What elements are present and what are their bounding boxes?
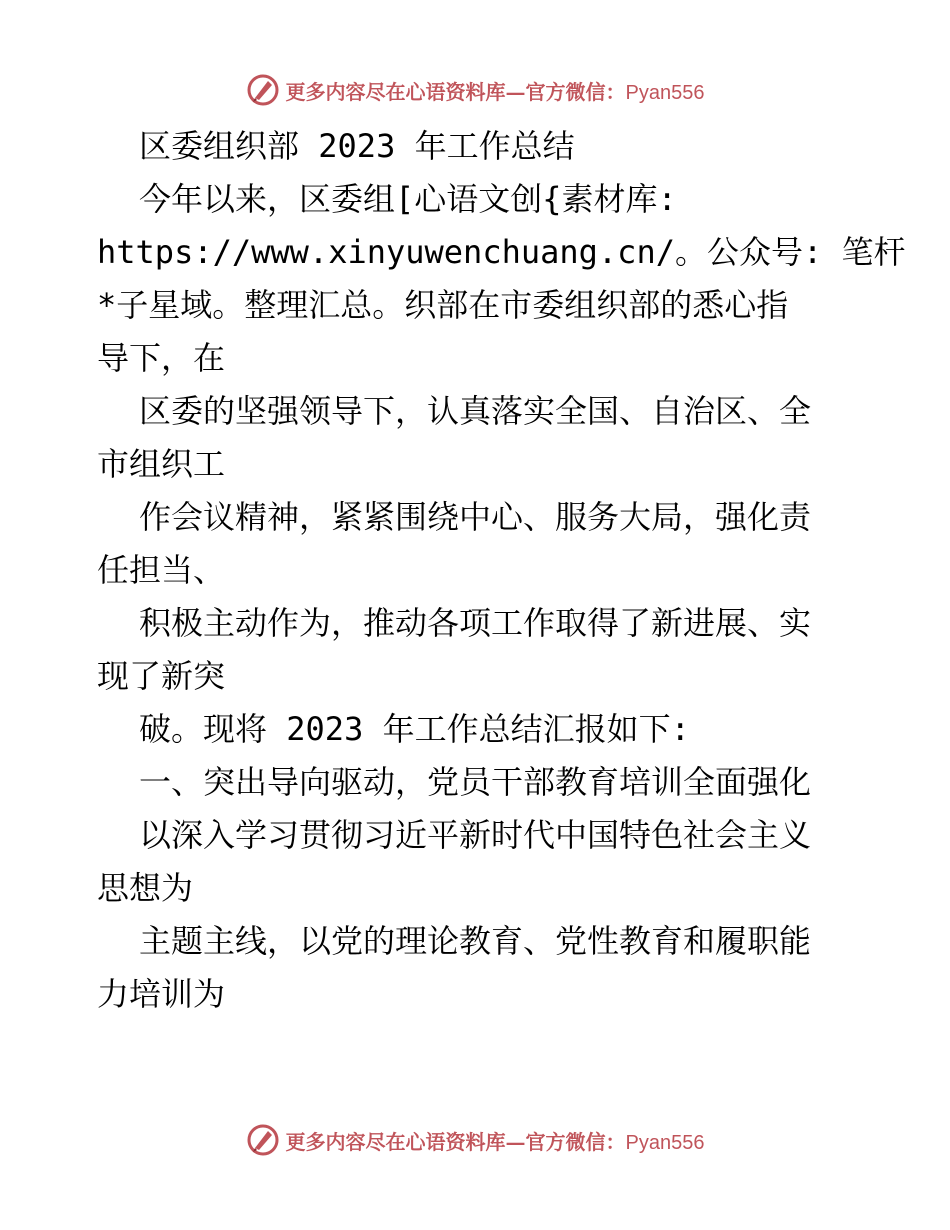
text-line: 作会议精神，紧紧围绕中心、服务大局，强化责 — [139, 498, 812, 536]
text-line: 一、突出导向驱动，党员干部教育培训全面强化 — [139, 763, 812, 801]
quill-pen-logo-icon — [246, 1123, 280, 1157]
text-line: https://www.xinyuwenchuang.cn/。公众号: 笔杆 — [97, 233, 906, 271]
text-line: 区委的坚强领导下，认真落实全国、自治区、全 — [139, 392, 812, 430]
document-body — [97, 120, 906, 1021]
banner-brand: 更多内容尽在心语资料库 — [285, 1129, 506, 1154]
banner-dash: — — [505, 79, 526, 104]
text-line: 现了新突 — [97, 657, 226, 695]
text-line: 导下，在 — [97, 339, 226, 377]
text-line: 市组织工 — [97, 445, 226, 483]
text-line: 思想为 — [97, 869, 194, 907]
text-line: 以深入学习贯彻习近平新时代中国特色社会主义 — [139, 816, 812, 854]
quill-pen-logo-icon — [246, 73, 280, 107]
banner-contact-id: Pyan556 — [625, 1131, 705, 1154]
banner-dash: — — [505, 1129, 526, 1154]
text-line: 破。现将 2023 年工作总结汇报如下: — [139, 710, 690, 748]
text-line: 积极主动作为，推动各项工作取得了新进展、实 — [139, 604, 812, 642]
text-line: 力培训为 — [97, 975, 226, 1013]
banner-contact-id: Pyan556 — [625, 81, 705, 104]
text-line: *子星域。整理汇总。织部在市委组织部的悉心指 — [97, 286, 789, 324]
banner-contact-label: 官方微信： — [525, 79, 626, 104]
text-line: 任担当、 — [97, 551, 226, 589]
banner-brand: 更多内容尽在心语资料库 — [285, 79, 506, 104]
text-line: 今年以来，区委组[心语文创{素材库: — [139, 180, 677, 218]
banner-contact-label: 官方微信： — [525, 1129, 626, 1154]
text-line: 主题主线，以党的理论教育、党性教育和履职能 — [139, 922, 812, 960]
text-line: 区委组织部 2023 年工作总结 — [139, 127, 575, 165]
header-banner — [0, 68, 950, 112]
banner-text — [286, 76, 705, 105]
banner-text — [286, 1126, 705, 1155]
footer-banner — [0, 1118, 950, 1162]
